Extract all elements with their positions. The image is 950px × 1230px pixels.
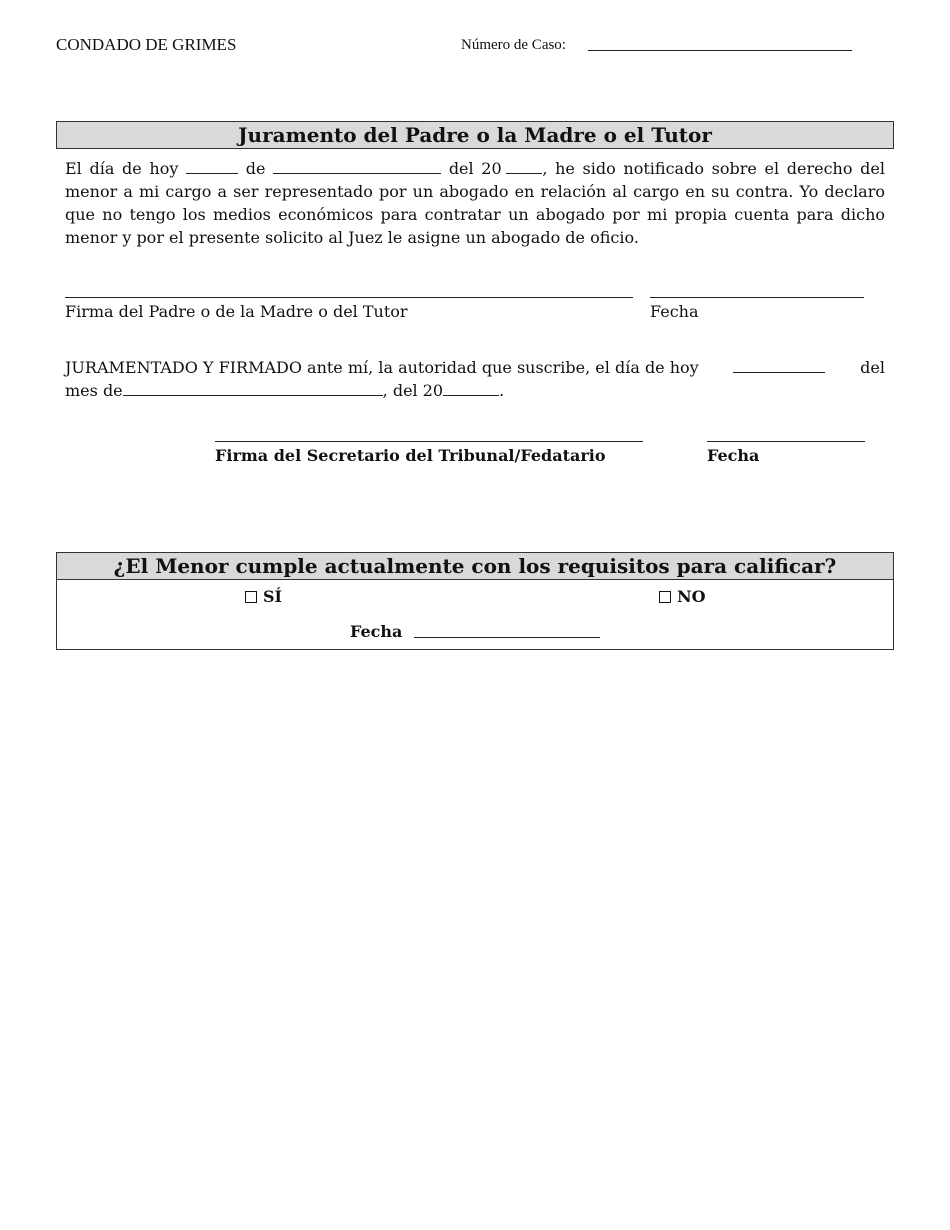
- oath-year-prefix: del 20: [448, 159, 502, 178]
- parent-signature-field[interactable]: [65, 297, 633, 298]
- yes-option[interactable]: [245, 587, 282, 606]
- sworn-prefix: JURAMENTADO Y FIRMADO ante mí, la autoridad que suscribe, el día de hoy: [65, 358, 699, 377]
- qualification-date-field[interactable]: [414, 637, 600, 638]
- oath-section-title: Juramento del Padre o la Madre o el Tutor: [56, 121, 894, 149]
- oath-day-field[interactable]: [186, 159, 238, 174]
- no-label: NO: [677, 587, 706, 606]
- sworn-end: .: [499, 381, 505, 400]
- parent-signature-label: Firma del Padre o de la Madre o del Tutor: [65, 302, 408, 321]
- oath-de-text: de: [245, 159, 266, 178]
- oath-month-field[interactable]: [273, 159, 441, 174]
- yes-label: SÍ: [263, 587, 283, 606]
- qualification-box: [56, 552, 894, 650]
- oath-year-field[interactable]: [506, 159, 542, 174]
- sworn-year-prefix: , del 20: [382, 381, 444, 400]
- no-checkbox[interactable]: [659, 591, 671, 603]
- county-name: CONDADO DE GRIMES: [56, 35, 237, 54]
- parent-date-field[interactable]: [650, 297, 864, 298]
- case-number-label: Número de Caso:: [461, 37, 566, 53]
- qualification-title: ¿El Menor cumple actualmente con los requisitos para calificar?: [57, 553, 893, 580]
- no-option[interactable]: [659, 587, 706, 606]
- parent-date-label: Fecha: [650, 302, 699, 321]
- clerk-signature-field[interactable]: [215, 441, 643, 442]
- sworn-month-prefix: mes de: [65, 381, 123, 400]
- sworn-paragraph: [65, 356, 885, 402]
- yes-checkbox[interactable]: [245, 591, 257, 603]
- case-number-field[interactable]: [588, 50, 852, 51]
- sworn-del-text: del: [860, 358, 885, 377]
- clerk-signature-label: Firma del Secretario del Tribunal/Fedatario: [215, 446, 606, 465]
- qualification-date-label: Fecha: [350, 622, 403, 641]
- oath-paragraph: [65, 157, 885, 249]
- sworn-month-field[interactable]: [123, 381, 383, 396]
- sworn-day-field[interactable]: [733, 358, 825, 373]
- clerk-date-field[interactable]: [707, 441, 865, 442]
- oath-day-prefix: El día de hoy: [65, 159, 179, 178]
- sworn-year-field[interactable]: [443, 381, 499, 396]
- clerk-date-label: Fecha: [707, 446, 760, 465]
- oath-body-text: , he sido notificado sobre el derecho del menor a mi cargo a ser representado por un abogado en relación al cargo en su contra. Yo declaro que no tengo los medios económicos para contratar un abogado por mi propia cuenta para dicho menor y por el presente solicito al Juez le asigne un abogado de oficio.: [65, 159, 885, 247]
